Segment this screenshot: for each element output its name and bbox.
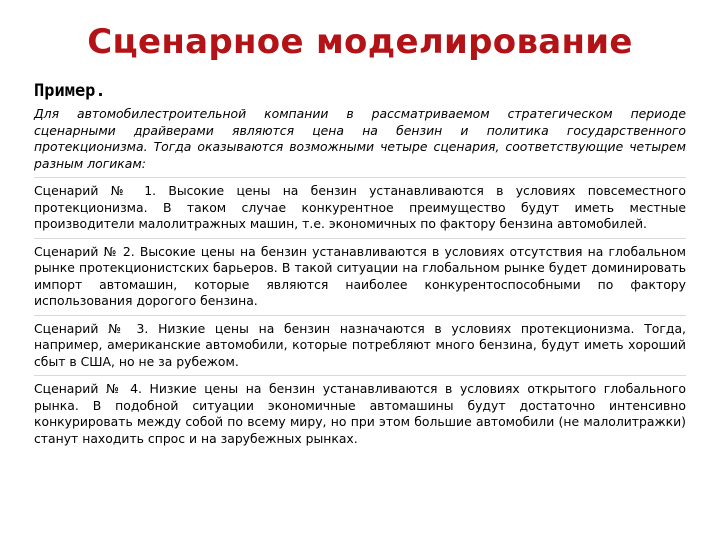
scenario-4-label: Сценарий № 4. [34, 381, 142, 396]
scenario-1 [34, 177, 686, 238]
scenario-1-text: Высокие цены на бензин устанавливаются в условиях повсеместного протекционизма. В таком случае конкурентное преимущество будут иметь местные производители малолитражных машин, т.е. экономичных по фактору бензина автомобилей. [34, 183, 686, 231]
slide-content [34, 80, 686, 452]
slide-title: Сценарное моделирование [87, 22, 633, 62]
scenario-4 [34, 375, 686, 452]
scenario-1-label: Сценарий № 1. [34, 183, 157, 198]
example-heading: Пример. [34, 81, 106, 101]
scenario-2-label: Сценарий № 2. [34, 243, 135, 259]
intro-paragraph: Для автомобилестроительной компании в рассматриваемом стратегическом периоде сценарными драйверами являются цена на бензин и политика государственного протекционизма. Тогда оказываются возможными четыре сценария, соответствующие четырем разным логикам: [34, 106, 686, 171]
scenario-4-text: Низкие цены на бензин устанавливаются в условиях открытого глобального рынка. В подобной ситуации экономичные автомашины будут достаточно интенсивно конкурировать между собой по всему миру, но при этом большие автомобили (не малолитражки) станут находить спрос и на зарубежных рынках. [34, 381, 686, 446]
scenario-2-text: Высокие цены на бензин устанавливаются в условиях отсутствия на глобальном рынке протекционистских барьеров. В такой ситуации на глобальном рынке будет доминировать импорт автомашин, которые являются наиболее конкурентоспособными по фактору использования дорогого бензина. [34, 243, 686, 308]
scenario-3-label: Сценарий № 3. [34, 320, 149, 336]
scenario-3 [34, 315, 686, 376]
scenario-2 [34, 238, 686, 315]
scenario-3-text: Низкие цены на бензин назначаются в условиях протекционизма. Тогда, например, американские автомобили, которые потребляют много бензина, будут иметь хороший сбыт в США, но не за рубежом. [34, 320, 686, 369]
